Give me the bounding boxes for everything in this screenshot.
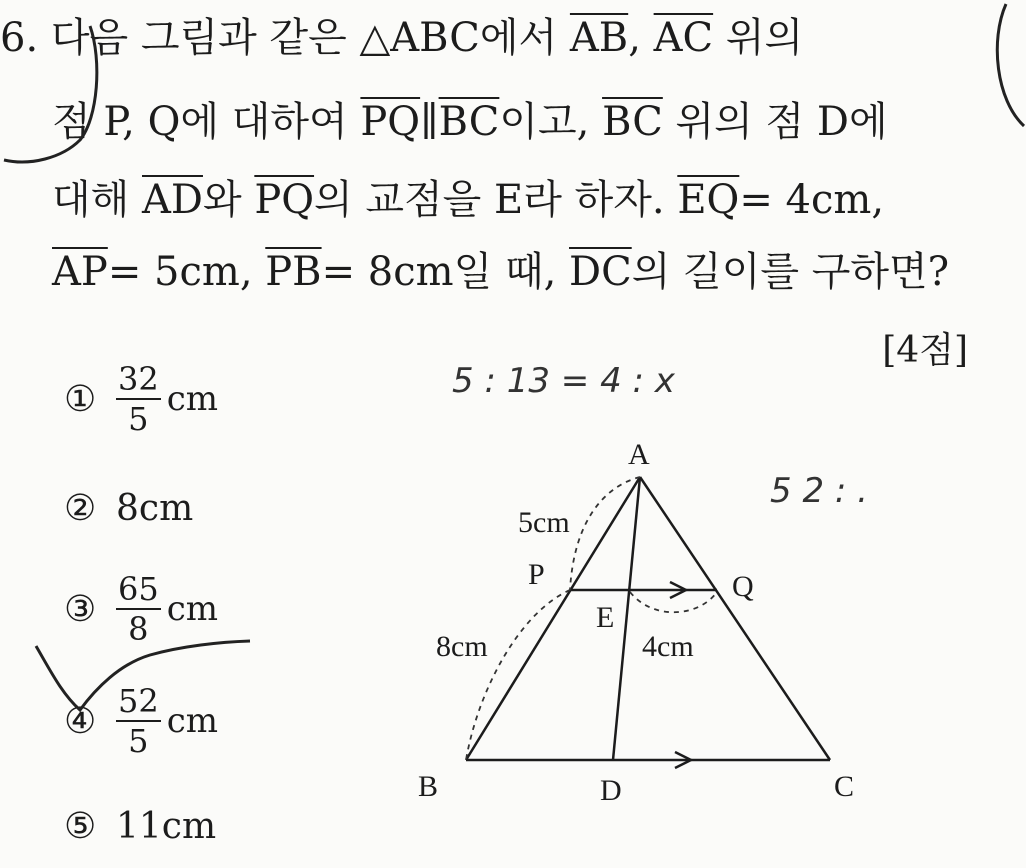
separator: , <box>628 15 654 61</box>
length-label-pb: 8cm <box>436 630 488 663</box>
unit: cm <box>166 701 219 741</box>
handwritten-ratio: 5 : 13 = 4 : x <box>452 361 675 401</box>
segment-pq: $\overline{PQ}$ <box>254 177 315 223</box>
choice-number: ④ <box>64 700 97 742</box>
segment-eq: $\overline{EQ}$ <box>677 177 740 223</box>
parallel-symbol: ∥ <box>420 99 439 145</box>
segment-bc: $\overline{BC}$ <box>602 99 663 145</box>
unit: cm <box>166 589 219 629</box>
segment-pq: $\overline{PQ}$ <box>360 99 421 145</box>
handwritten-note: 5 2 : . <box>770 471 868 511</box>
problem-text: 의 교점을 E라 하자. <box>314 177 678 223</box>
segment-ab: $\overline{AB}$ <box>569 15 629 61</box>
vertex-label-b: B <box>418 770 439 803</box>
problem-text: 점 P, Q에 대하여 <box>52 99 361 145</box>
segment-ad-line <box>613 477 640 760</box>
vertex-label-a: A <box>628 438 650 471</box>
segment-bc: $\overline{BC}$ <box>438 99 500 145</box>
length-label-eq: 4cm <box>642 630 694 663</box>
unit: cm <box>166 379 219 419</box>
segment-ad: $\overline{AD}$ <box>142 177 203 223</box>
handwritten-arc-right <box>997 4 1024 126</box>
problem-text: 위의 <box>713 15 804 61</box>
point-label-d: D <box>600 774 622 807</box>
problem-text: = 4cm, <box>739 177 885 223</box>
point-label-p: P <box>528 558 545 591</box>
denominator: 5 <box>128 722 149 760</box>
vertex-label-c: C <box>834 770 855 803</box>
choice-number: ① <box>64 378 97 420</box>
problem-text: 이고, <box>499 99 603 145</box>
denominator: 5 <box>128 400 149 438</box>
choice-text: 8cm <box>116 488 194 529</box>
denominator: 8 <box>128 610 149 648</box>
handwritten-arc-top-left <box>4 26 97 162</box>
numerator: 32 <box>118 360 159 398</box>
problem-text: 위의 점 D에 <box>662 99 888 145</box>
length-label-ap: 5cm <box>518 506 570 539</box>
problem-number: 6. <box>0 15 39 61</box>
segment-ac: $\overline{AC}$ <box>653 15 714 61</box>
problem-text: 다음 그림과 같은 △ABC에서 <box>50 15 570 61</box>
choice-number: ⑤ <box>64 806 97 847</box>
numerator: 65 <box>118 570 159 608</box>
problem-text: = 5cm, <box>107 249 266 295</box>
problem-text: 대해 <box>52 177 142 223</box>
choice-number: ③ <box>64 588 97 630</box>
problem-text: 의 길이를 구하면? <box>631 249 950 295</box>
problem-text: 와 <box>202 177 255 223</box>
point-label-q: Q <box>732 570 754 603</box>
choice-text: 11cm <box>116 806 217 847</box>
choice-number: ② <box>64 488 97 529</box>
handwritten-check-mark <box>36 641 250 710</box>
problem-text: = 8cm일 때, <box>321 249 570 295</box>
point-label-e: E <box>596 601 615 634</box>
score-label: [4점] <box>882 330 968 371</box>
segment-dc: $\overline{DC}$ <box>569 249 632 295</box>
numerator: 52 <box>118 682 159 720</box>
segment-ap: $\overline{AP}$ <box>52 249 108 295</box>
side-ac <box>640 477 830 760</box>
segment-pb: $\overline{PB}$ <box>265 249 322 295</box>
